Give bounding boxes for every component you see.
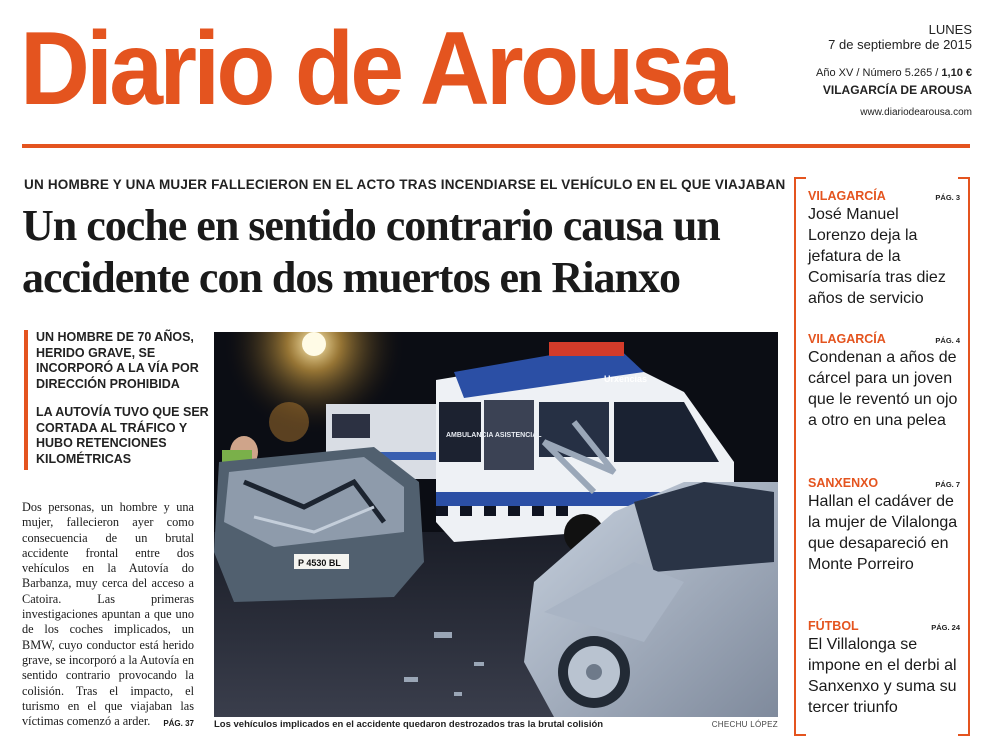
- lead-page-ref[interactable]: PÁG. 37: [163, 719, 194, 729]
- teaser-page: PÁG. 24: [931, 623, 960, 632]
- teaser-page: PÁG. 7: [935, 480, 960, 489]
- teaser-section: VILAGARCÍA: [808, 332, 886, 346]
- ambulance-text: AMBULANCIA ASISTENCIAL: [446, 432, 542, 439]
- subhead-accent-bar: [24, 330, 28, 470]
- ambulance-brand: Urxencias: [604, 374, 648, 384]
- subhead-2: LA AUTOVÍA TUVO QUE SER CORTADA AL TRÁFICO Y HUBO RETENCIONES KILOMÉTRICAS: [36, 405, 209, 466]
- teaser-text: José Manuel Lorenzo deja la jefatura de la Comisaría tras diez años de servicio: [808, 206, 946, 307]
- issue-city: VILAGARCÍA DE AROUSA: [822, 83, 972, 97]
- teaser-1[interactable]: [808, 189, 960, 309]
- issue-number: [816, 67, 972, 79]
- lead-headline[interactable]: [22, 200, 792, 304]
- teaser-3[interactable]: [808, 476, 960, 575]
- teasers-column: [794, 177, 970, 733]
- teaser-text: El Villalonga se impone en el derbi al Sanxenxo y suma su tercer triunfo: [808, 636, 957, 716]
- issue-price: 1,10 €: [941, 67, 972, 79]
- teaser-section: FÚTBOL: [808, 619, 859, 633]
- lead-kicker: UN HOMBRE Y UNA MUJER FALLECIERON EN EL ACTO TRAS INCENDIARSE EL VEHÍCULO EN EL QUE VIAJABAN: [24, 177, 786, 192]
- headline-line-1: Un coche en sentido contrario causa un: [22, 201, 720, 250]
- accident-photo-illustration: [214, 332, 778, 717]
- bracket-left: [794, 177, 806, 736]
- license-plate: P 4530 BL: [298, 558, 341, 568]
- masthead-rule: [22, 144, 970, 148]
- issue-number-text: Año XV / Número 5.265 /: [816, 67, 939, 79]
- photo-caption: Los vehículos implicados en el accidente quedaron destrozados tras la brutal colisión: [214, 719, 604, 730]
- issue-day: LUNES: [928, 22, 972, 37]
- headline-line-2: accidente con dos muertos en Rianxo: [22, 253, 680, 302]
- masthead-logo: Diario de Arousa: [20, 11, 731, 127]
- photo-credit: CHECHU LÓPEZ: [711, 720, 778, 729]
- accident-photo: [214, 332, 778, 717]
- lead-body-text: Dos personas, un hombre y una mujer, fallecieron ayer como consecuencia de un brutal accidente frontal entre dos vehículos en la Autovía do Barbanza, muy cerca del acceso a Catoira. Las primeras investigaciones apuntan a que uno de los coches implicados, un BMW, cuyo conductor está herido grave, se incorporó a la Autovía en sentido contrario provocando la colisión. Tras el impacto, el turismo en el que viajaban las víctimas comenzó a arder.: [22, 500, 194, 729]
- teaser-4[interactable]: [808, 619, 960, 718]
- website-link[interactable]: www.diariodearousa.com: [860, 107, 972, 118]
- teaser-text: Hallan el cadáver de la mujer de Vilalonga que desapareció en Monte Porreiro: [808, 493, 958, 573]
- teaser-page: PÁG. 3: [935, 193, 960, 202]
- subhead-1: UN HOMBRE DE 70 AÑOS, HERIDO GRAVE, SE INCORPORÓ A LA VÍA POR DIRECCIÓN PROHIBIDA: [36, 330, 199, 391]
- lead-body: [22, 500, 194, 731]
- teaser-section: VILAGARCÍA: [808, 189, 886, 203]
- issue-date: 7 de septiembre de 2015: [828, 37, 972, 52]
- teaser-text: Condenan a años de cárcel para un joven que le reventó un ojo a otro en una pelea: [808, 349, 958, 429]
- teaser-page: PÁG. 4: [935, 336, 960, 345]
- teaser-section: SANXENXO: [808, 476, 879, 490]
- teaser-2[interactable]: [808, 332, 960, 431]
